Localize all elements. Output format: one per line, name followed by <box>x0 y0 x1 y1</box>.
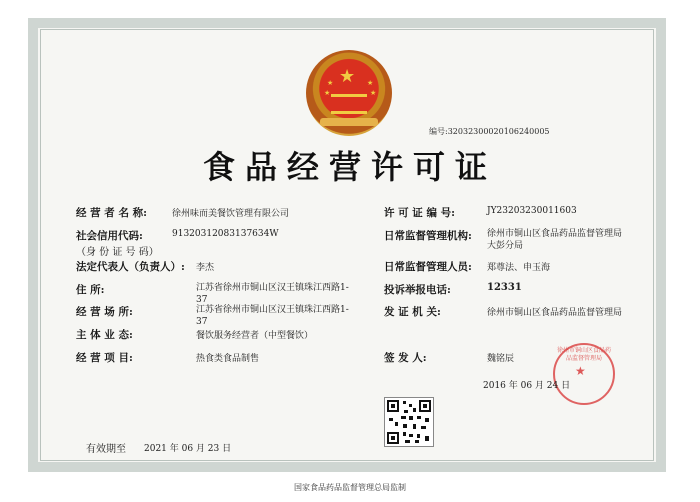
authority-value <box>487 228 622 252</box>
site-line-1: 江苏省徐州市铜山区汉王镇珠江西路1- <box>196 305 349 315</box>
authority-label: 日常监督管理机构: <box>384 230 472 242</box>
address-line-1: 江苏省徐州市铜山区汉王镇珠江西路1- <box>196 283 349 293</box>
expiry-label: 有效期至 <box>86 444 126 455</box>
legal-rep-label: 法定代表人（负责人）: <box>76 261 185 273</box>
seal-star-icon: ★ <box>575 364 586 378</box>
officer-label: 日常监督管理人员: <box>384 261 472 273</box>
issuer-label: 发 证 机 关: <box>384 306 441 318</box>
operator-label: 经 营 者 名 称: <box>76 207 147 219</box>
site-line-2: 37 <box>196 317 208 327</box>
subject-label: 主 体 业 态: <box>76 329 133 341</box>
emblem-star-icon: ★ <box>339 66 356 87</box>
expiry-value: 2021 年 06 月 23 日 <box>144 444 232 454</box>
authority-line-1: 徐州市铜山区食品药品监督管理局 <box>487 229 623 239</box>
permit-value: JY23203230011603 <box>487 206 577 216</box>
id-number-sublabel: （身 份 证 号 码） <box>76 247 159 258</box>
emblem-small-star-icon: ★ <box>367 79 374 87</box>
site-label: 经 营 场 所: <box>76 306 133 318</box>
officer-value: 郑尊法、申玉海 <box>487 263 551 273</box>
site-value <box>196 304 349 328</box>
serial-number <box>429 126 550 137</box>
footer-text: 国家食品药品监督管理总局监制 <box>294 483 406 492</box>
credit-code-value: 91320312083137634W <box>172 229 279 239</box>
issuer-value: 徐州市铜山区食品药品监督管理局 <box>487 308 623 318</box>
hotline-label: 投诉举报电话: <box>384 284 451 296</box>
signer-value: 魏铭辰 <box>487 354 515 364</box>
seal-text: 徐州市铜山区食品药品监督管理局 <box>557 347 612 362</box>
legal-rep-value: 李杰 <box>196 263 215 273</box>
signer-label: 签 发 人: <box>384 352 427 364</box>
items-label: 经 营 项 目: <box>76 352 133 364</box>
page-title: 食品经营许可证 <box>202 148 497 186</box>
emblem-small-star-icon: ★ <box>327 79 334 87</box>
permit-label: 许 可 证 编 号: <box>384 207 455 219</box>
subject-value: 餐饮服务经营者（中型餐饮） <box>196 331 314 341</box>
operator-value: 徐州味而美餐饮管理有限公司 <box>172 209 290 219</box>
emblem-ribbon-icon <box>320 118 378 126</box>
address-line-2: 37 <box>196 295 208 305</box>
emblem-small-star-icon: ★ <box>370 89 377 97</box>
items-value: 热食类食品制售 <box>196 354 260 364</box>
qr-code-icon <box>385 398 433 446</box>
issue-date: 2016 年 06 月 24 日 <box>483 381 571 391</box>
serial-label: 编号: <box>429 127 448 136</box>
address-value <box>196 282 349 306</box>
credit-code-label: 社会信用代码: <box>76 230 143 242</box>
authority-line-2: 大彭分局 <box>487 241 524 251</box>
hotline-value: 12331 <box>487 282 522 293</box>
emblem-gate-icon <box>331 94 367 114</box>
serial-value: 32032300020106240005 <box>447 127 550 136</box>
qr-code <box>384 397 434 447</box>
address-label: 住 所: <box>76 284 105 296</box>
emblem-small-star-icon: ★ <box>324 89 331 97</box>
